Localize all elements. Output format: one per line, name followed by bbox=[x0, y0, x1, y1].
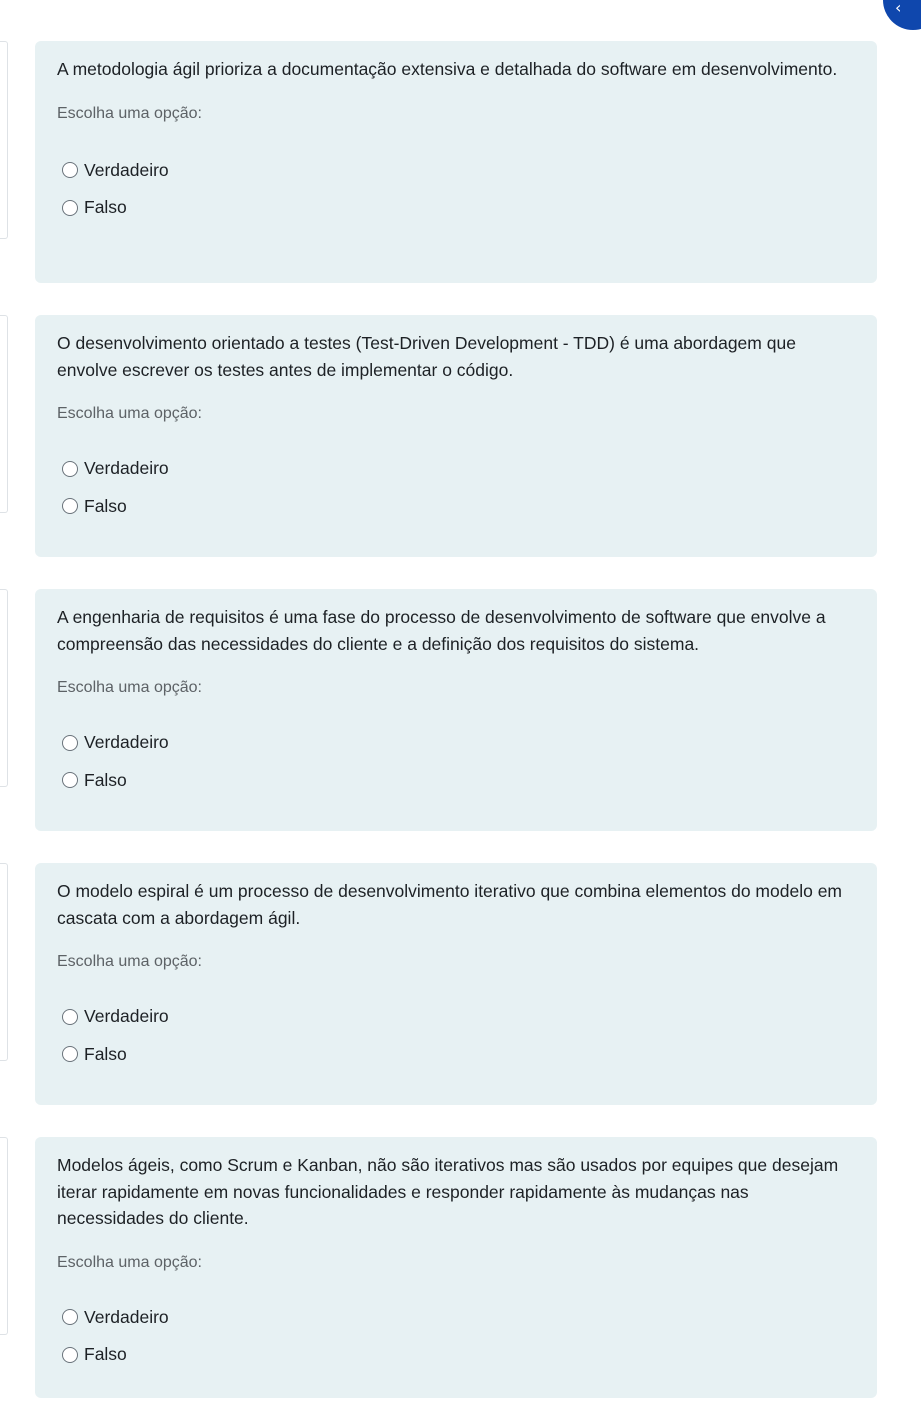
answer-option-true[interactable] bbox=[62, 998, 855, 1036]
answer-label[interactable]: Verdadeiro bbox=[84, 458, 169, 479]
drawer-toggle-button[interactable] bbox=[883, 0, 921, 30]
question-card bbox=[35, 315, 877, 557]
answer-options bbox=[57, 1299, 855, 1374]
answer-label[interactable]: Verdadeiro bbox=[84, 732, 169, 753]
answer-label[interactable]: Falso bbox=[84, 197, 127, 218]
radio-button[interactable] bbox=[62, 772, 78, 788]
radio-button[interactable] bbox=[62, 498, 78, 514]
radio-button[interactable] bbox=[62, 1309, 78, 1325]
answer-label[interactable]: Verdadeiro bbox=[84, 1306, 169, 1327]
answer-option-true[interactable] bbox=[62, 724, 855, 762]
answer-label[interactable]: Verdadeiro bbox=[84, 1006, 169, 1027]
answer-option-true[interactable] bbox=[62, 450, 855, 488]
answer-options bbox=[57, 152, 855, 227]
question-text: O modelo espiral é um processo de desenvolvimento iterativo que combina elementos do modelo em cascata com a abordagem ágil. bbox=[57, 881, 843, 928]
question-card bbox=[35, 863, 877, 1105]
question-info-panel[interactable] bbox=[0, 1137, 8, 1335]
question-info-panel[interactable] bbox=[0, 863, 8, 1061]
radio-button[interactable] bbox=[62, 1009, 78, 1025]
radio-button[interactable] bbox=[62, 1347, 78, 1363]
choose-option-prompt: Escolha uma opção: bbox=[57, 104, 202, 122]
answer-option-false[interactable] bbox=[62, 1036, 855, 1074]
question-info-panel[interactable] bbox=[0, 41, 8, 239]
radio-button[interactable] bbox=[62, 735, 78, 751]
radio-button[interactable] bbox=[62, 461, 78, 477]
answer-option-false[interactable] bbox=[62, 1336, 855, 1374]
question-card bbox=[35, 589, 877, 831]
choose-option-prompt: Escolha uma opção: bbox=[57, 405, 202, 422]
choose-option-prompt: Escolha uma opção: bbox=[57, 953, 202, 970]
answer-options bbox=[57, 998, 855, 1073]
answer-label[interactable]: Falso bbox=[84, 1043, 127, 1064]
chevron-left-icon: ‹ bbox=[895, 0, 902, 17]
answer-option-false[interactable] bbox=[62, 762, 855, 800]
answer-options bbox=[57, 450, 855, 525]
answer-options bbox=[57, 724, 855, 799]
question-info-panel[interactable] bbox=[0, 589, 8, 787]
radio-button[interactable] bbox=[62, 162, 78, 178]
question-text: A metodologia ágil prioriza a documentação extensiva e detalhada do software em desenvolvimento. bbox=[57, 59, 838, 79]
answer-option-true[interactable] bbox=[62, 152, 855, 190]
question-card bbox=[35, 41, 877, 283]
question-text: Modelos ágeis, como Scrum e Kanban, não são iterativos mas são usados por equipes que desejam iterar rapidamente em novas funcionalidades e responder rapidamente às mudanças nas necessidades do cliente. bbox=[57, 1155, 839, 1228]
question-card bbox=[35, 1137, 877, 1398]
answer-label[interactable]: Falso bbox=[84, 1344, 127, 1365]
answer-option-true[interactable] bbox=[62, 1299, 855, 1337]
answer-label[interactable]: Falso bbox=[84, 495, 127, 516]
radio-button[interactable] bbox=[62, 200, 78, 216]
answer-option-false[interactable] bbox=[62, 189, 855, 227]
question-info-panel[interactable] bbox=[0, 315, 8, 513]
answer-option-false[interactable] bbox=[62, 488, 855, 526]
question-text: O desenvolvimento orientado a testes (Test-Driven Development - TDD) é uma abordagem que envolve escrever os testes antes de implementar o código. bbox=[57, 333, 796, 380]
choose-option-prompt: Escolha uma opção: bbox=[57, 1253, 202, 1271]
answer-label[interactable]: Falso bbox=[84, 769, 127, 790]
radio-button[interactable] bbox=[62, 1046, 78, 1062]
question-text: A engenharia de requisitos é uma fase do processo de desenvolvimento de software que envolve a compreensão das necessidades do cliente e a definição dos requisitos do sistema. bbox=[57, 607, 826, 654]
choose-option-prompt: Escolha uma opção: bbox=[57, 679, 202, 696]
answer-label[interactable]: Verdadeiro bbox=[84, 159, 169, 180]
